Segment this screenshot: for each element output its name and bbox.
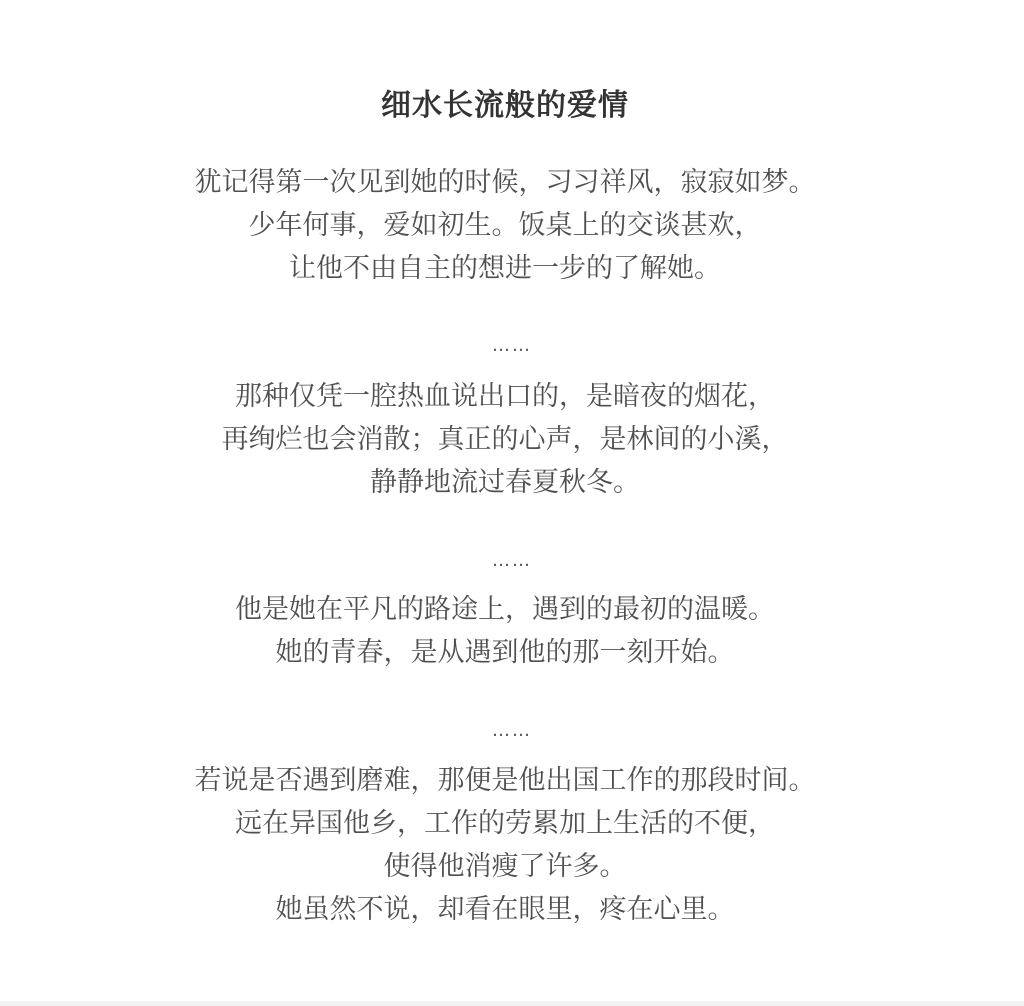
stanza-2 bbox=[0, 375, 1010, 504]
stanza-4 bbox=[0, 759, 1010, 931]
bottom-divider bbox=[0, 1001, 1024, 1006]
stanza-line: 再绚烂也会消散；真正的心声，是林间的小溪， bbox=[221, 424, 789, 455]
stanza-line: 那种仅凭一腔热血说出口的，是暗夜的烟花， bbox=[235, 381, 775, 412]
page-title: 细水长流般的爱情 bbox=[381, 88, 629, 123]
stanza-line: 使得他消瘦了许多。 bbox=[383, 851, 627, 882]
stanza-1 bbox=[0, 161, 1010, 290]
stanza-line: 她虽然不说，却看在眼里，疼在心里。 bbox=[275, 894, 735, 925]
stanza-line: 静静地流过春夏秋冬。 bbox=[370, 467, 640, 498]
ellipsis-separator-3: …… bbox=[492, 720, 532, 741]
stanza-line: 犹记得第一次见到她的时候，习习祥风，寂寂如梦。 bbox=[194, 167, 816, 198]
stanza-line: 她的青春，是从遇到他的那一刻开始。 bbox=[275, 637, 735, 668]
stanza-line: 若说是否遇到磨难，那便是他出国工作的那段时间。 bbox=[194, 765, 816, 796]
stanza-line: 少年何事，爱如初生。饭桌上的交谈甚欢， bbox=[248, 210, 762, 241]
stanza-line: 让他不由自主的想进一步的了解她。 bbox=[289, 253, 721, 284]
stanza-line: 远在异国他乡，工作的劳累加上生活的不便， bbox=[235, 808, 775, 839]
ellipsis-separator-2: …… bbox=[492, 550, 532, 571]
stanza-line: 他是她在平凡的路途上，遇到的最初的温暖。 bbox=[235, 594, 775, 625]
stanza-3 bbox=[0, 588, 1010, 674]
ellipsis-separator-1: …… bbox=[492, 335, 532, 356]
